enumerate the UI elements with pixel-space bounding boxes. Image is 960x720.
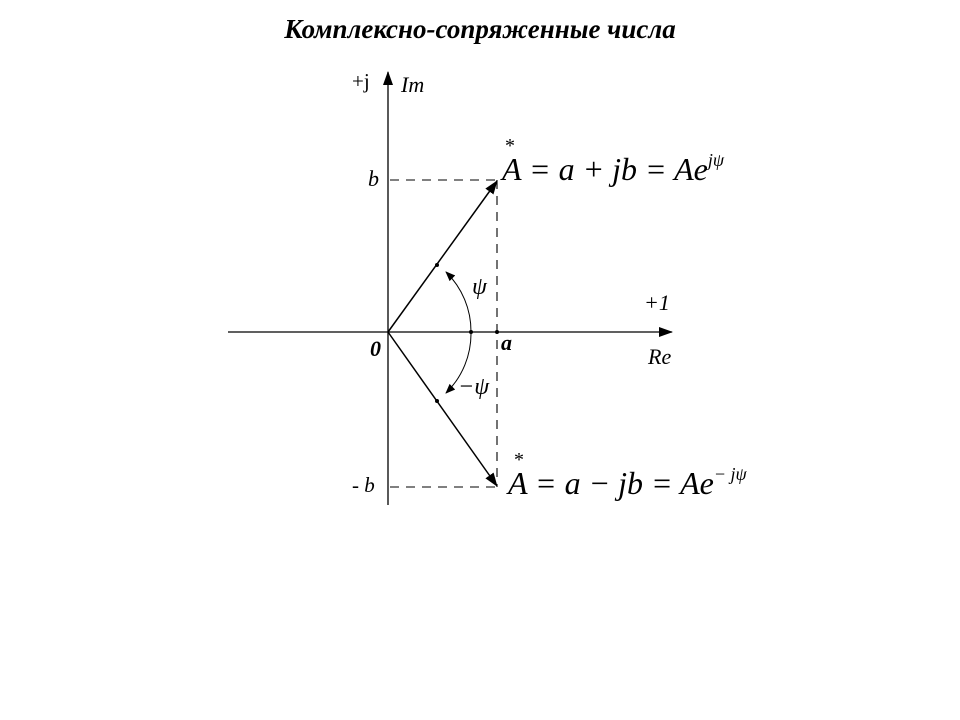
angle-minus-psi-label: −ψ bbox=[458, 374, 490, 400]
arc-start-dot bbox=[469, 330, 473, 334]
slide-title: Комплексно-сопряженные числа bbox=[284, 14, 676, 44]
vector-A-conjugate bbox=[388, 332, 497, 486]
real-plus-label: +1 bbox=[644, 290, 670, 315]
vector-A-conjugate-mid-dot bbox=[435, 399, 439, 403]
angle-psi-arc bbox=[446, 272, 471, 332]
origin-label: 0 bbox=[370, 336, 381, 361]
angle-psi-label: ψ bbox=[472, 274, 487, 300]
formula-upper-star: * bbox=[505, 135, 515, 157]
real-axis-name: Re bbox=[648, 344, 672, 369]
formula-lower-star: * bbox=[514, 449, 524, 471]
imag-plus-label: +j bbox=[352, 69, 370, 93]
point-a-dot bbox=[495, 330, 499, 334]
vector-A bbox=[388, 181, 497, 332]
tick-minus-b-label: - b bbox=[352, 473, 375, 497]
tick-a-label: a bbox=[501, 330, 512, 355]
imag-axis-name: Im bbox=[401, 72, 425, 97]
tick-b-label: b bbox=[368, 166, 379, 191]
formula-lower: A = a − jb = $Ae^{- j\psi}$ bbox=[508, 464, 747, 501]
formula-upper: A = a + jb = $Ae^{j\psi}$ bbox=[502, 150, 724, 187]
vector-A-mid-dot bbox=[435, 263, 439, 267]
